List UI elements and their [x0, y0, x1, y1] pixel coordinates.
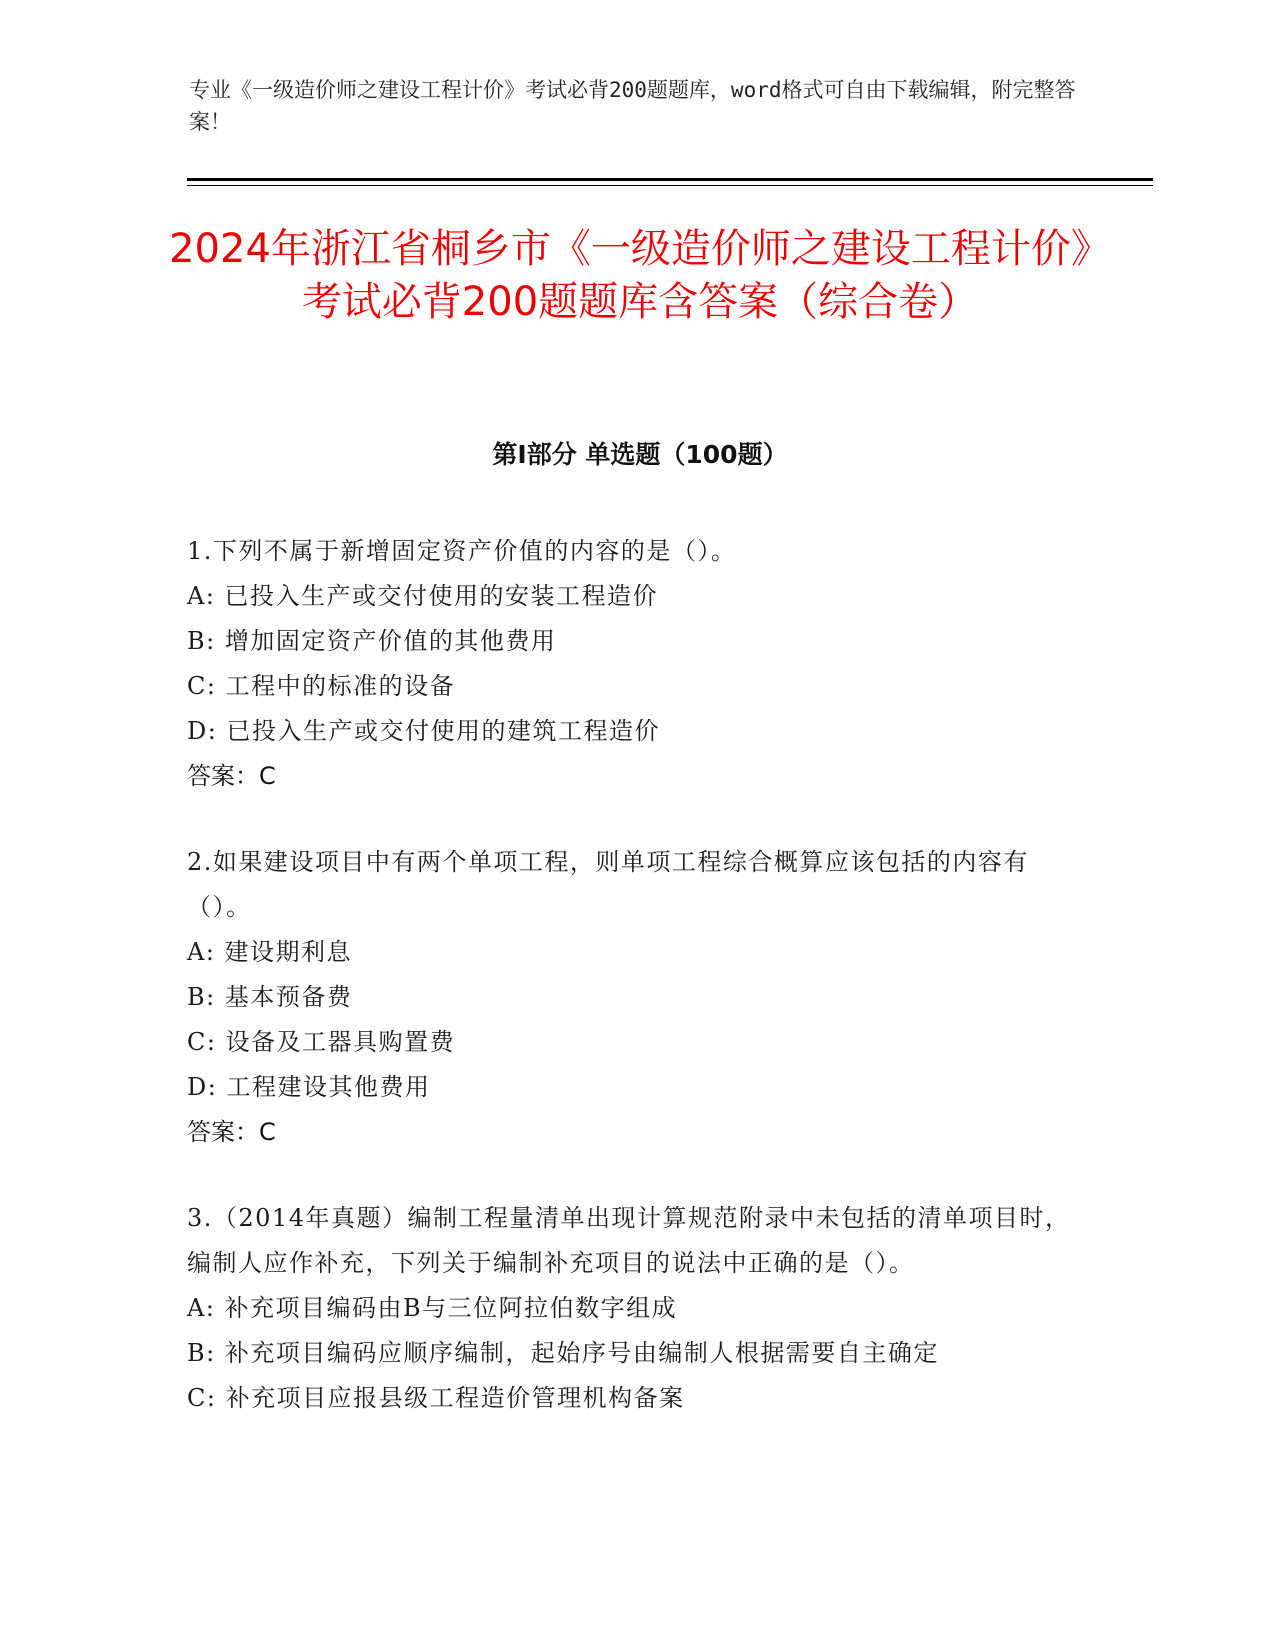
- option-b: B: 补充项目编码应顺序编制，起始序号由编制人根据需要自主确定: [187, 1339, 939, 1367]
- question-stem: 1.下列不属于新增固定资产价值的内容的是（）。: [187, 537, 737, 565]
- header-divider-thick: [187, 178, 1153, 181]
- question-list: [187, 529, 1077, 1462]
- header-divider-thin: [187, 185, 1153, 186]
- document-title: 2024年浙江省桐乡市《一级造价师之建设工程计价》考试必背200题题库含答案（综合卷）: [169, 226, 1111, 325]
- option-c: C: 补充项目应报县级工程造价管理机构备案: [187, 1384, 685, 1412]
- option-a: A: 建设期利息: [187, 938, 353, 966]
- option-d: D: 工程建设其他费用: [187, 1073, 431, 1101]
- question-3: [187, 1196, 1077, 1421]
- option-a: A: 补充项目编码由B与三位阿拉伯数字组成: [187, 1294, 678, 1322]
- option-c: C: 工程中的标准的设备: [187, 672, 456, 700]
- header-note: 专业《一级造价师之建设工程计价》考试必背200题题库，word格式可自由下载编辑，附完整答案！: [189, 78, 1076, 134]
- answer: 答案：C: [187, 1118, 276, 1146]
- option-d: D: 已投入生产或交付使用的建筑工程造价: [187, 717, 660, 745]
- question-stem: 3.（2014年真题）编制工程量清单出现计算规范附录中未包括的清单项目时，编制人应作补充，下列关于编制补充项目的说法中正确的是（）。: [187, 1204, 1071, 1277]
- option-b: B: 基本预备费: [187, 983, 353, 1011]
- option-a: A: 已投入生产或交付使用的安装工程造价: [187, 582, 659, 610]
- answer: 答案：C: [187, 762, 276, 790]
- question-stem: 2.如果建设项目中有两个单项工程，则单项工程综合概算应该包括的内容有（）。: [187, 848, 1029, 921]
- option-c: C: 设备及工器具购置费: [187, 1028, 456, 1056]
- question-2: [187, 840, 1077, 1155]
- option-b: B: 增加固定资产价值的其他费用: [187, 627, 557, 655]
- section-heading: 第I部分 单选题（100题）: [492, 440, 788, 469]
- question-1: [187, 529, 1077, 799]
